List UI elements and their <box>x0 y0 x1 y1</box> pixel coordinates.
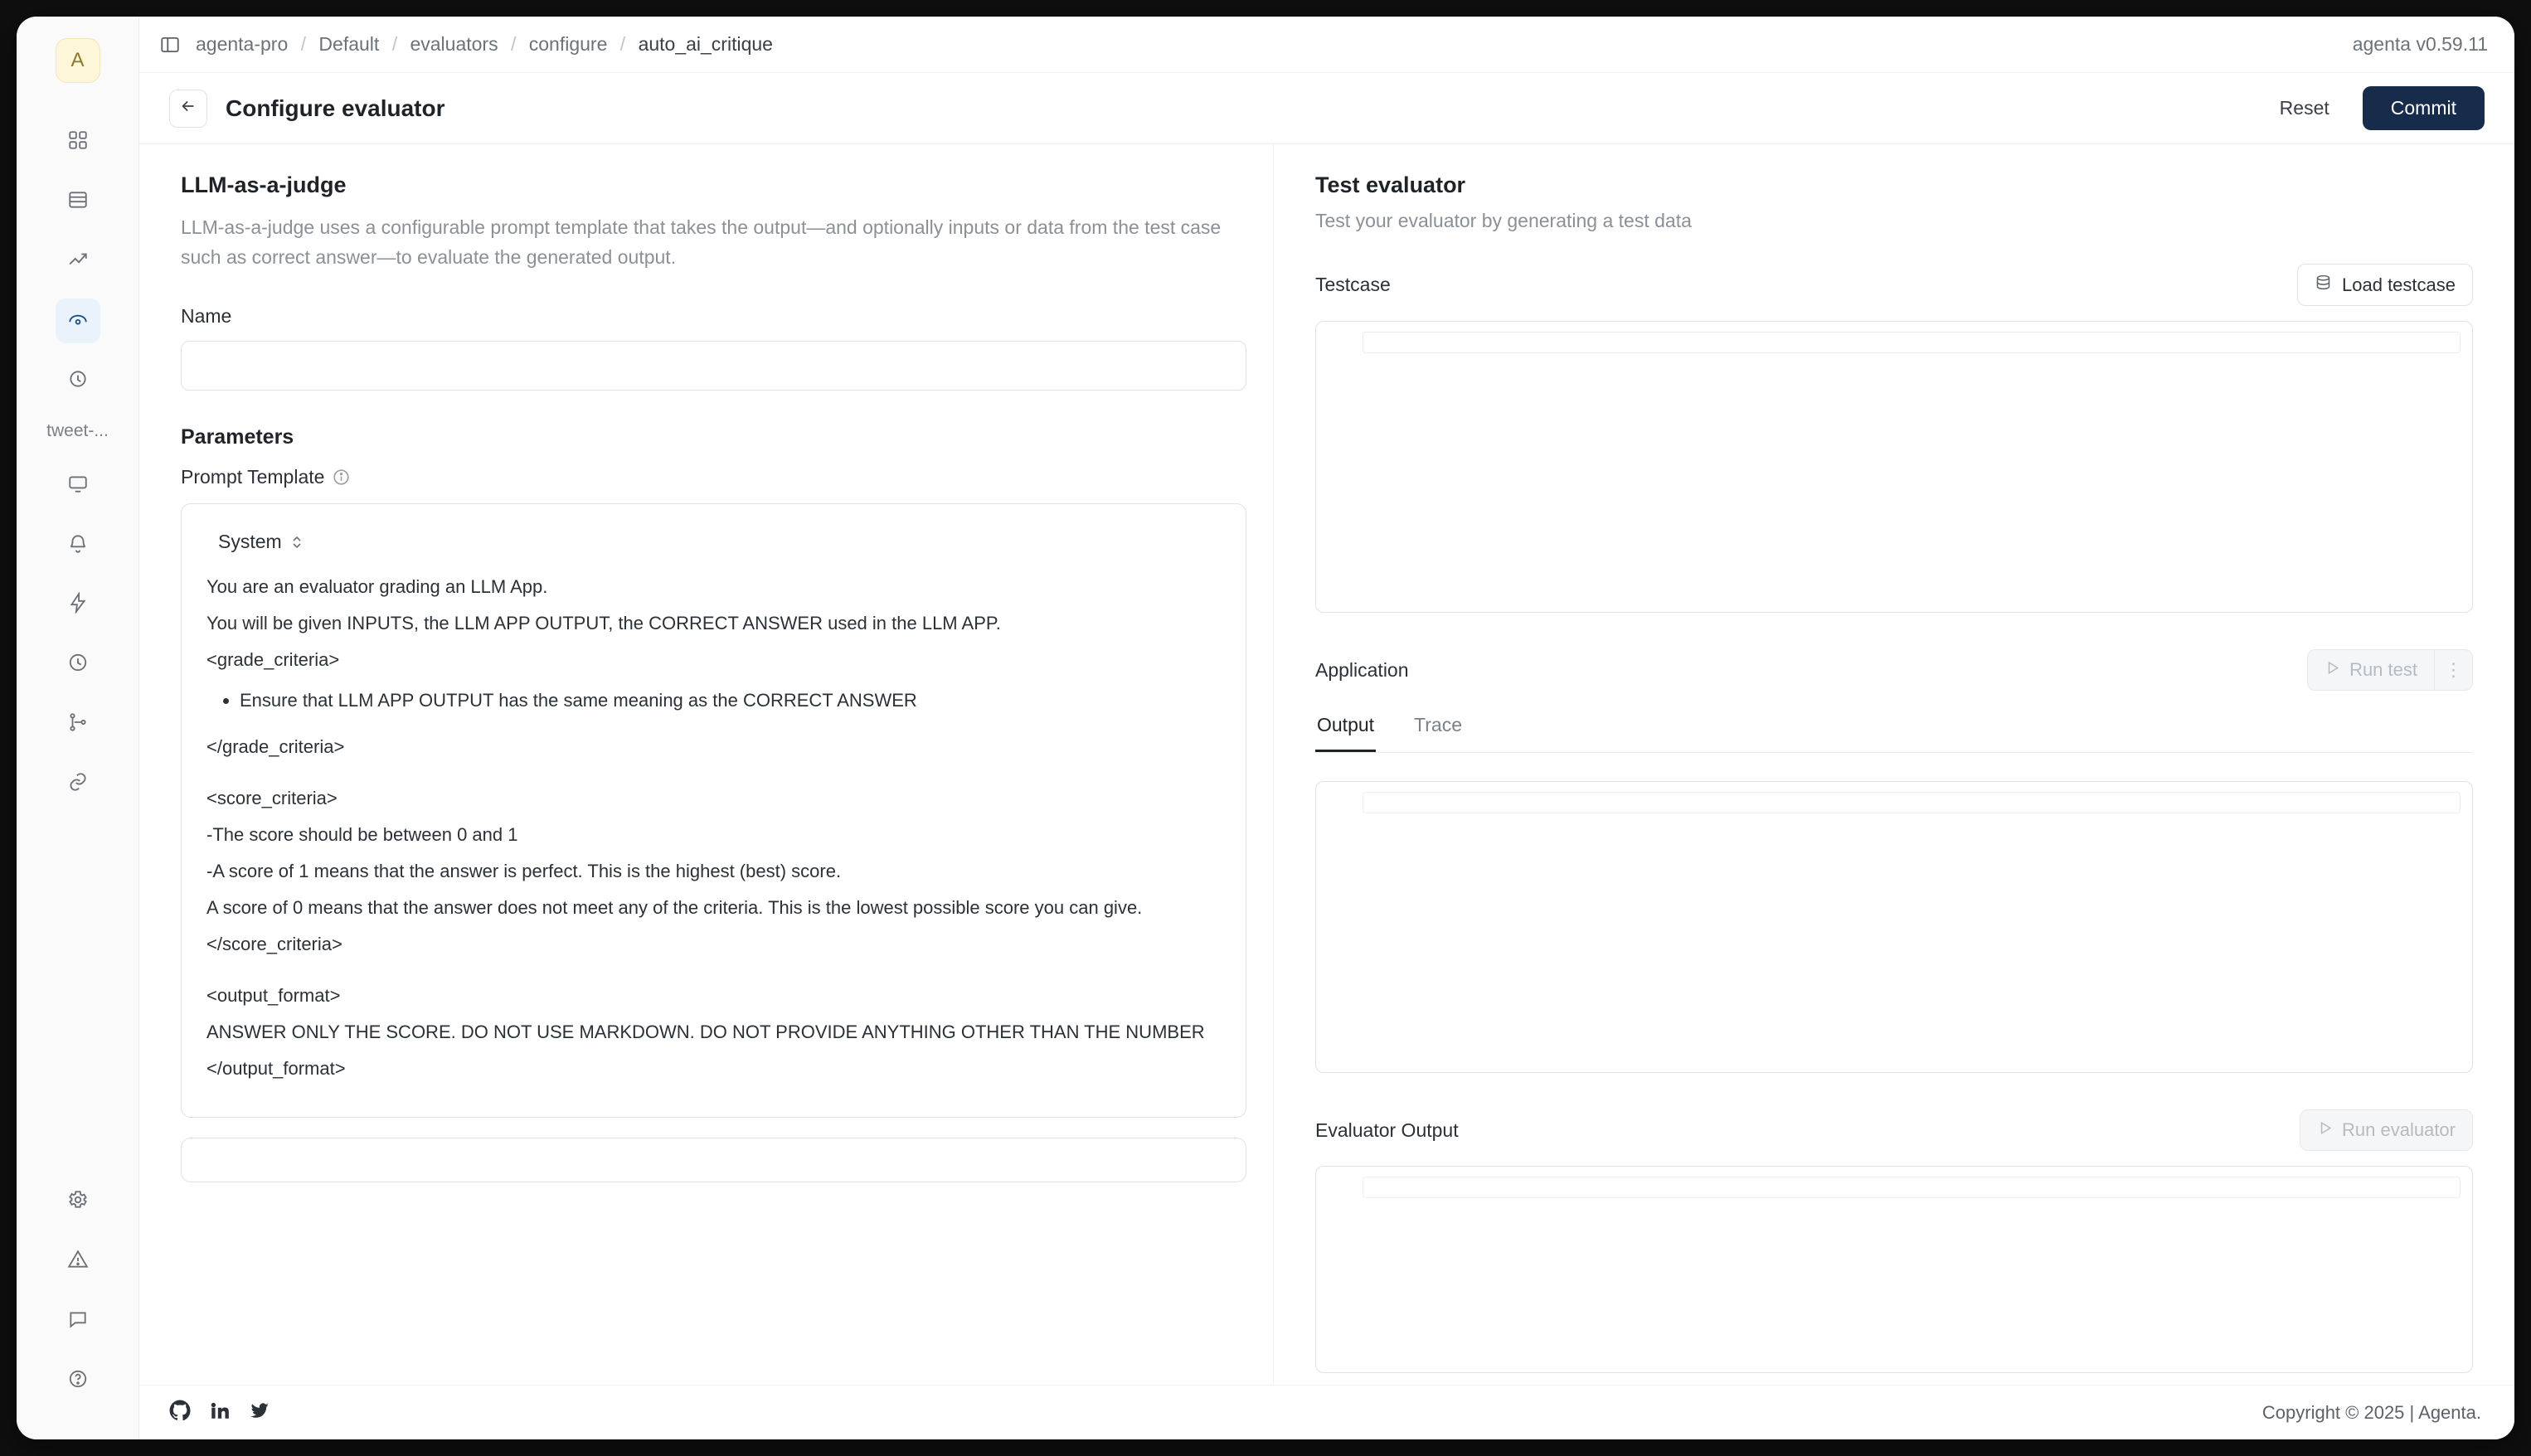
prompt-line: ANSWER ONLY THE SCORE. DO NOT USE MARKDOWN. DO NOT PROVIDE ANYTHING OTHER THAN THE NUMBER <box>206 1022 1205 1043</box>
content-area <box>139 144 2514 1385</box>
prompt-line: -A score of 1 means that the answer is perfect. This is the highest (best) score. <box>206 860 842 881</box>
sidebar-item-analytics[interactable] <box>56 239 100 284</box>
lightning-icon <box>67 592 89 618</box>
tab-trace[interactable]: Trace <box>1414 714 1462 735</box>
run-evaluator-label: Run evaluator <box>2342 1119 2456 1140</box>
breadcrumb-item-evaluators[interactable]: evaluators <box>410 33 498 55</box>
breadcrumb-separator: / <box>619 33 626 55</box>
prompt-template-editor[interactable] <box>181 503 1246 1117</box>
twitter-icon[interactable] <box>249 1400 270 1425</box>
alerts-icon <box>67 532 89 558</box>
page-header <box>139 73 2514 144</box>
load-testcase-button[interactable] <box>2297 264 2473 306</box>
evaluations-icon <box>67 368 89 394</box>
prompt-bullet-list <box>206 687 1221 715</box>
sidebar-item-help[interactable] <box>56 1358 100 1403</box>
test-evaluator-subheading: Test your evaluator by generating a test data <box>1315 210 1692 231</box>
prompt-line: </grade_criteria> <box>206 735 345 757</box>
sidebar-item-settings[interactable] <box>56 1179 100 1224</box>
breadcrumb-separator: / <box>510 33 517 55</box>
testcase-label: Testcase <box>1315 274 1391 295</box>
evaluator-config-pane <box>139 144 1274 1385</box>
sidebar <box>17 17 139 1439</box>
breadcrumb-item-org[interactable]: agenta-pro <box>196 33 289 55</box>
workspace-label: tweet-... <box>46 421 109 440</box>
social-links <box>169 1400 270 1425</box>
evaluator-description: LLM-as-a-judge uses a configurable prompt template that takes the output—and optionally inputs or data from the test case such as correct answer—to evaluate the generated output. <box>181 216 1222 268</box>
main-area <box>139 17 2514 1439</box>
sidebar-item-feedback[interactable] <box>56 1298 100 1343</box>
breadcrumb <box>196 33 773 56</box>
arrow-left-icon <box>179 97 197 119</box>
sidebar-item-testsets[interactable] <box>56 179 100 224</box>
evaluator-heading: LLM-as-a-judge <box>181 172 347 197</box>
play-icon <box>2317 1119 2333 1141</box>
name-input[interactable] <box>181 341 1246 391</box>
prompt-line: <output_format> <box>206 985 341 1007</box>
prompt-line: </output_format> <box>206 1058 346 1080</box>
breadcrumb-separator: / <box>391 33 398 55</box>
sidebar-item-evaluations[interactable] <box>56 358 100 403</box>
load-testcase-label: Load testcase <box>2342 274 2456 295</box>
prompt-line: You will be given INPUTS, the LLM APP OUTPUT, the CORRECT ANSWER used in the LLM APP. <box>206 613 1001 634</box>
branch-icon <box>67 711 89 737</box>
clock-icon <box>67 652 89 677</box>
sidebar-item-variants[interactable] <box>56 701 100 746</box>
prompt-role-label: System <box>218 531 282 553</box>
sidebar-item-deployments[interactable] <box>56 642 100 687</box>
run-test-label: Run test <box>2349 659 2417 680</box>
application-header <box>1315 649 2473 691</box>
testsets-icon <box>67 189 89 215</box>
name-label: Name <box>181 305 232 328</box>
prompt-line: <score_criteria> <box>206 787 338 808</box>
sidebar-item-observability[interactable] <box>56 522 100 567</box>
footer <box>139 1385 2514 1439</box>
warning-icon <box>67 1249 89 1274</box>
linkedin-icon[interactable] <box>209 1400 231 1425</box>
app-window <box>17 17 2514 1439</box>
link-icon <box>67 771 89 797</box>
prompt-bullet: • Ensure that LLM APP OUTPUT has the same meaning as the CORRECT ANSWER <box>240 687 1221 715</box>
testcase-editor[interactable] <box>1315 321 2473 613</box>
prompt-line: </score_criteria> <box>206 934 342 955</box>
run-test-button[interactable] <box>2307 649 2435 691</box>
testcase-header <box>1315 264 2473 306</box>
sidebar-item-apps[interactable] <box>56 119 100 164</box>
reset-button[interactable]: Reset <box>2268 89 2341 128</box>
sidebar-bottom <box>56 1179 100 1439</box>
database-icon <box>2315 274 2332 296</box>
avatar[interactable]: A <box>56 38 100 83</box>
run-evaluator-button[interactable] <box>2300 1109 2473 1151</box>
parameters-heading: Parameters <box>181 425 294 449</box>
app-version: agenta v0.59.11 <box>2352 33 2488 55</box>
breadcrumb-item-configure[interactable]: configure <box>528 33 608 55</box>
breadcrumb-item-workspace[interactable]: Default <box>318 33 380 55</box>
header-actions <box>2268 86 2485 130</box>
sidebar-item-evaluators[interactable] <box>56 298 100 343</box>
copyright-text: Copyright © 2025 | Agenta. <box>2261 1401 2481 1423</box>
prompt-template-label <box>181 466 1231 488</box>
run-test-group <box>2307 649 2473 691</box>
evaluator-output-editor[interactable] <box>1315 1166 2473 1373</box>
prompt-user-message-editor[interactable] <box>181 1138 1246 1182</box>
panel-toggle-icon[interactable] <box>159 34 181 56</box>
chevron-up-down-icon <box>290 533 304 551</box>
top-bar <box>139 17 2514 73</box>
commit-button[interactable]: Commit <box>2363 86 2485 130</box>
back-button[interactable] <box>169 90 207 128</box>
test-evaluator-pane <box>1274 144 2514 1385</box>
page-title: Configure evaluator <box>226 95 445 121</box>
run-test-more-button[interactable]: ⋮ <box>2435 649 2473 691</box>
analytics-icon <box>67 249 89 274</box>
prompt-role-selector[interactable] <box>206 526 1221 558</box>
prompt-template-label-text: Prompt Template <box>181 466 325 488</box>
prompt-line: A score of 0 means that the answer does not meet any of the criteria. This is the lowest possible score you can give. <box>206 897 1143 919</box>
sidebar-item-playground[interactable] <box>56 463 100 507</box>
application-label: Application <box>1315 658 1409 681</box>
tab-output[interactable]: Output <box>1315 706 1376 752</box>
evaluators-icon <box>67 308 89 334</box>
evaluator-output-header <box>1315 1109 2473 1151</box>
info-icon[interactable] <box>333 468 350 486</box>
test-evaluator-heading: Test evaluator <box>1315 172 1466 197</box>
prompt-line: You are an evaluator grading an LLM App. <box>206 576 548 598</box>
apps-icon <box>67 129 89 155</box>
testcase-editor-line <box>1363 332 2461 353</box>
evaluator-output-label: Evaluator Output <box>1315 1119 1459 1141</box>
help-icon <box>67 1368 89 1394</box>
github-icon[interactable] <box>169 1400 191 1425</box>
sidebar-item-alerts[interactable] <box>56 1239 100 1284</box>
application-output-editor[interactable] <box>1315 781 2473 1073</box>
prompt-template-text[interactable] <box>206 573 1221 1083</box>
play-icon <box>2325 659 2340 681</box>
application-tabs <box>1315 706 2473 753</box>
sidebar-item-traces[interactable] <box>56 582 100 627</box>
playground-icon <box>67 473 89 498</box>
evaluator-output-editor-line <box>1363 1177 2461 1198</box>
prompt-line: -The score should be between 0 and 1 <box>206 823 518 845</box>
gear-icon <box>67 1189 89 1215</box>
breadcrumb-item-current: auto_ai_critique <box>638 33 773 55</box>
prompt-line: <grade_criteria> <box>206 649 340 671</box>
chat-icon <box>67 1308 89 1334</box>
sidebar-item-integrations[interactable] <box>56 761 100 806</box>
output-editor-line <box>1363 792 2461 813</box>
breadcrumb-separator: / <box>300 33 307 55</box>
